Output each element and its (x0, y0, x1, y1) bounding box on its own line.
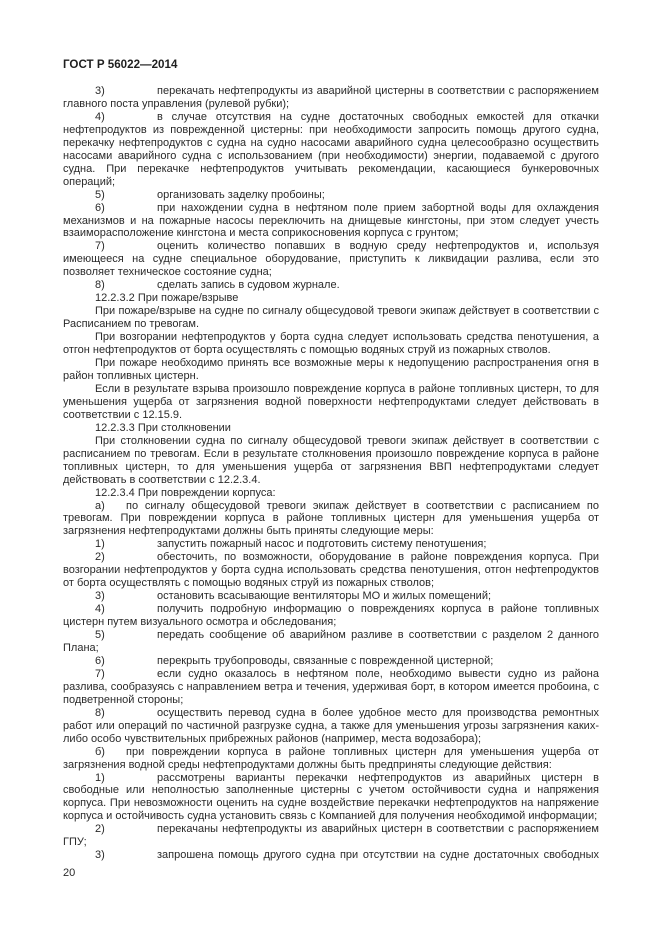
list-item (63, 629, 599, 655)
item-text: перекачаны нефтепродукты из аварийных цистерн в соответствии с распоряжением ГПУ; (63, 823, 599, 849)
item-number: 8) (95, 279, 105, 292)
item-text: если судно оказалось в нефтяном поле, необходимо вывести судно из района разлива, сообразуясь с направлением ветра и течения, удерживая борт, в котором имеется пробоина, с подветренной стороны; (63, 667, 599, 706)
item-text: передать сообщение об аварийном разливе в соответствии с разделом 2 данного Плана; (63, 629, 599, 654)
item-text: рассмотрены варианты перекачки нефтепродуктов из аварийных цистерн в свободные или неполностью заполненные цистерны с учетом остойчивости судна и напряжения корпуса. При невозможности оценить на судне воздействие перекачки нефтепродуктов на напряжение корпуса и остойчивость судна установить связь с Компанией для получения необходимой информации; (63, 771, 599, 823)
list-item (63, 111, 599, 189)
paragraph: Если в результате взрыва произошло повреждение корпуса в районе топливных цистерн, то для уменьшения ущерба от загрязнения водной поверхности нефтепродуктами следует действовать в соответствии с 12.15.9. (63, 382, 599, 421)
list-item (63, 849, 599, 862)
item-number: 2) (95, 823, 105, 836)
section-heading: 12.2.3.3 При столкновении (95, 421, 231, 434)
list-item (63, 772, 599, 824)
section-heading: 12.2.3.4 При повреждении корпуса: (95, 486, 276, 499)
item-text: организовать заделку пробоины; (157, 188, 325, 201)
item-number: 1) (95, 771, 105, 784)
list-item (63, 668, 599, 707)
item-number: 2) (95, 551, 105, 564)
item-number: а) (95, 499, 105, 512)
item-number: 6) (95, 201, 105, 214)
list-item (63, 655, 599, 668)
list-item (63, 590, 599, 603)
list-item (63, 240, 599, 279)
list-item (63, 189, 599, 202)
item-number: 5) (95, 629, 105, 642)
item-number: б) (95, 745, 105, 758)
list-item (63, 538, 599, 551)
document-body (63, 85, 599, 862)
item-number: 6) (95, 654, 105, 667)
item-text: получить подробную информацию о повреждениях корпуса в районе топливных цистерн путем визуального осмотра и обследования; (63, 603, 599, 629)
item-text: запрошена помощь другого судна при отсутствии на судне достаточных свободных (157, 849, 599, 862)
paragraph: При пожаре/взрыве на судне по сигналу общесудовой тревоги экипаж действует в соответствии с Расписанием по тревогам. (63, 305, 599, 331)
item-text: сделать запись в судовом журнале. (157, 279, 340, 292)
standard-designation: ГОСТ Р 56022—2014 (63, 58, 178, 71)
item-text: в случае отсутствия на судне достаточных свободных емкостей для откачки нефтепродуктов из поврежденной цистерны: при необходимости запросить помощь другого судна, перекачку нефтепродуктов с судна на судно насосами аварийного судна целесообразно осуществить насосами аварийного судна с использованием (при необходимости) энергии, подаваемой с другого судна. При перекачке нефтепродуктов учитывать рекомендации, касающиеся бункеровочных операций; (63, 110, 599, 188)
item-number: 3) (95, 849, 105, 862)
item-number: 4) (95, 110, 105, 123)
item-text: оценить количество попавших в водную среду нефтепродуктов и, используя имеющееся на судне специальное оборудование, приступить к ликвидации разлива, если это позволяет техническое состояние судна; (63, 240, 599, 279)
item-number: 4) (95, 603, 105, 616)
item-number: 7) (95, 240, 105, 253)
item-text: по сигналу общесудовой тревоги экипаж действует в соответствии с расписанием по тревогам. При повреждении корпуса в районе топливных цистерн для уменьшения ущерба от загрязнения нефтепродуктами должны быть приняты следующие меры: (63, 499, 599, 538)
list-item (63, 707, 599, 746)
item-text: осуществить перевод судна в более удобное место для производства ремонтных работ или операций по частичной разгрузке судна, а также для уменьшения угрозы загрязнения каких-либо особо чувствительных прибрежных районов (например, места водозабора); (63, 706, 599, 745)
page-number: 20 (63, 867, 76, 880)
item-text: при повреждении корпуса в районе топливных цистерн для уменьшения ущерба от загрязнения водной среды нефтепродуктами должны быть предприняты следующие действия: (63, 745, 599, 771)
item-text: остановить всасывающие вентиляторы МО и жилых помещений; (157, 590, 492, 603)
list-item (63, 279, 599, 292)
item-number: 3) (95, 590, 105, 603)
item-number: 5) (95, 188, 105, 201)
item-text: при нахождении судна в нефтяном поле прием забортной воды для охлаждения механизмов и на пожарные насосы переключить на днищевые кингстоны, при этом следует учесть взаиморасположение кингстона и места соприкосновения корпуса с грунтом; (63, 201, 599, 240)
item-text: запустить пожарный насос и подготовить систему пенотушения; (157, 538, 487, 551)
list-item (63, 746, 599, 772)
list-item (63, 85, 599, 111)
item-number: 3) (95, 85, 105, 97)
list-item (63, 603, 599, 629)
paragraph: При столкновении судна по сигналу общесудовой тревоги экипаж действует в соответствии с расписанием по тревогам. Если в результате столкновения произошло повреждение корпуса в районе топливных цистерн, то для уменьшения ущерба от загрязнения ВВП нефтепродуктами следует действовать в соответствии с 12.2.3.4. (63, 434, 599, 486)
list-item (63, 823, 599, 849)
item-number: 7) (95, 667, 105, 680)
list-item (63, 551, 599, 590)
list-item (63, 202, 599, 241)
paragraph: При возгорании нефтепродуктов у борта судна следует использовать средства пенотушения, а отгон нефтепродуктов от борта осуществлять с помощью водяных струй из пожарных стволов. (63, 331, 599, 357)
item-text: обесточить, по возможности, оборудование в районе повреждения корпуса. При возгорании нефтепродуктов у борта судна использовать средства пенотушения, отгон нефтепродуктов от борта осуществлять с помощью водяных струй из пожарных стволов; (63, 551, 599, 590)
paragraph: При пожаре необходимо принять все возможные меры к недопущению распространения огня в район топливных цистерн. (63, 357, 599, 382)
item-text: перекрыть трубопроводы, связанные с поврежденной цистерной; (157, 654, 494, 667)
item-text: перекачать нефтепродукты из аварийной цистерны в соответствии с распоряжением главного поста управления (рулевой рубки); (63, 85, 599, 110)
item-number: 8) (95, 706, 105, 719)
item-number: 1) (95, 538, 105, 551)
section-heading: 12.2.3.2 При пожаре/взрыве (95, 292, 239, 305)
list-item (63, 500, 599, 539)
